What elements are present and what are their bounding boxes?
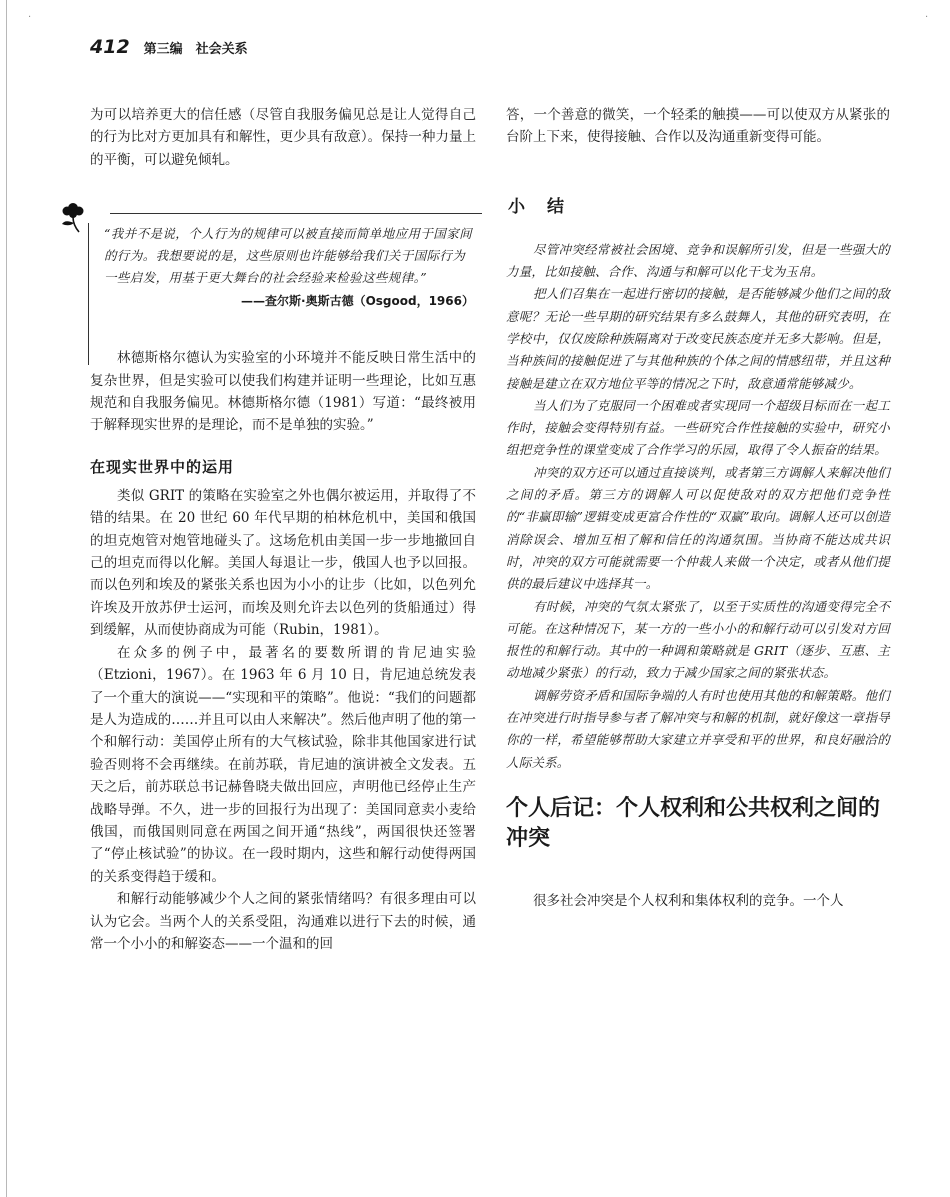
page-number: 412 <box>90 36 130 58</box>
afterword-paragraph: 很多社会冲突是个人权利和集体权利的竞争。一个人 <box>533 892 844 909</box>
quote-left-rule <box>88 223 89 365</box>
summary-paragraph: 当人们为了克服同一个困难或者实现同一个超级目标而在一起工作时，接触会变得特别有益。一些研究合作性接触的实验中，研究小组把竞争性的课堂变成了合作学习的乐园，取得了令人振奋的结果。 <box>506 397 890 458</box>
crop-mark-left: · <box>28 12 32 23</box>
summary-paragraph: 把人们召集在一起进行密切的接触，是否能够减少他们之间的敌意呢？无论一些早期的研究结果有多么鼓舞人，其他的研究表明，在学校中，仅仅废除种族隔离对于改变民族态度并无多大影响。但是，当种族间的接触促进了与其他种族的个体之间的情感纽带，并且这种接触是建立在双方地位平等的情况之下时，敌意通常能够减少。 <box>506 286 890 391</box>
real-world-subheading: 在现实世界中的运用 <box>90 457 235 476</box>
summary-paragraph: 冲突的双方还可以通过直接谈判，或者第三方调解人来解决他们之间的矛盾。第三方的调解人可以促使敌对的双方把他们竞争性的“非赢即输”逻辑变成更富合作性的“双赢”取向。调解人还可以创造消除误会、增加互相了解和信任的沟通氛围。当协商不能达成共识时，冲突的双方可能就需要一个仲裁人来做一个决定，或者从他们提供的最后建议中选择其一。 <box>506 464 890 592</box>
continuation-paragraph: 答，一个善意的微笑，一个轻柔的触摸——可以使双方从紧张的台阶上下来，使得接触、合作以及沟通重新变得可能。 <box>506 107 890 146</box>
lab-paragraph: 林德斯格尔德认为实验室的小环境并不能反映日常生活中的复杂世界，但是实验可以使我们构建并证明一些理论，比如互惠规范和自我服务偏见。林德斯格尔德（1981）写道：“最终被用于解释现实世界的是理论，而不是单独的实验。” <box>90 350 476 434</box>
quote-attribution: ——查尔斯·奥斯古德（Osgood，1966） <box>241 294 474 309</box>
summary-heading: 小结 <box>508 196 586 217</box>
summary-paragraph: 调解劳资矛盾和国际争端的人有时也使用其他的和解策略。他们在冲突进行时指导参与者了解冲突与和解的机制，就好像这一章指导你的一样，希望能够帮助大家建立并享受和平的世界，和良好融洽的人际关系。 <box>506 687 890 770</box>
grit-paragraph: 类似 GRIT 的策略在实验室之外也偶尔被运用，并取得了不错的结果。在 20 世纪 60 年代早期的柏林危机中，美国和俄国的坦克炮管对炮管地碰头了。这场危机由美国一步一步地撤回自己的坦克而得以化解。美国人每退让一步，俄国人也予以回报。而以色列和埃及的紧张关系也因为小小的让步（比如，以色列允许埃及开放苏伊士运河，而埃及则允许去以色列的货船通过）得到缓解，从而使协商成为可能（Rubin，1981）。 <box>90 487 476 639</box>
right-column <box>506 104 890 912</box>
intro-paragraph: 为可以培养更大的信任感（尽管自我服务偏见总是让人觉得自己的行为比对方更加具有和解性，更少具有敌意）。保持一种力量上的平衡，可以避免倾轧。 <box>90 107 476 168</box>
quote-text: “我并不是说，个人行为的规律可以被直接而简单地应用于国家间的行为。我想要说的是，这些原则也许能够给我们关于国际行为一些启发，用基于更大舞台的社会经验来检验这些规律。” <box>104 226 472 286</box>
page-header <box>90 36 248 58</box>
pull-quote <box>86 209 476 309</box>
quote-top-rule <box>110 213 482 214</box>
crop-mark-right: · <box>925 12 929 23</box>
kennedy-paragraph: 在众多的例子中，最著名的要数所谓的肯尼迪实验（Etzioni，1967）。在 1963 年 6 月 10 日，肯尼迪总统发表了一个重大的演说——“实现和平的策略”。他说：“我们的问题都是人为造成的……并且可以由人来解决”。然后他声明了他的第一个和解行动：美国停止所有的大气核试验，除非其他国家进行试验否则将不会再继续。在前苏联，肯尼迪的演讲被全文发表。五天之后，前苏联总书记赫鲁晓夫做出回应，声明他已经停止生产战略导弹。不久，进一步的回报行为出现了：美国同意卖小麦给俄国，而俄国则同意在两国之间开通“热线”，两国很快还签署了“停止核试验”的协议。在一段时期内，这些和解行动使得两国的关系变得趋于缓和。 <box>90 644 476 885</box>
left-column <box>90 104 476 955</box>
summary-paragraph: 尽管冲突经常被社会困境、竞争和误解所引发，但是一些强大的力量，比如接触、合作、沟通与和解可以化干戈为玉帛。 <box>506 241 890 280</box>
individual-paragraph: 和解行动能够减少个人之间的紧张情绪吗？有很多理由可以认为它会。当两个人的关系受阻，沟通难以进行下去的时候，通常一个小小的和解姿态——一个温和的回 <box>90 891 476 952</box>
page-edge-line <box>6 0 7 1197</box>
flower-icon <box>58 199 88 233</box>
summary-paragraph: 有时候，冲突的气氛太紧张了，以至于实质性的沟通变得完全不可能。在这种情况下，某一方的一些小小的和解行动可以引发对方回报性的和解行动。其中的一种调和策略就是 GRIT（逐步、互惠、主动地减少紧张）的行动，致力于减少国家之间的紧张状态。 <box>506 598 890 681</box>
afterword-heading: 个人后记：个人权利和公共权利之间的冲突 <box>506 794 881 851</box>
running-head: 第三编 社会关系 <box>143 42 248 57</box>
